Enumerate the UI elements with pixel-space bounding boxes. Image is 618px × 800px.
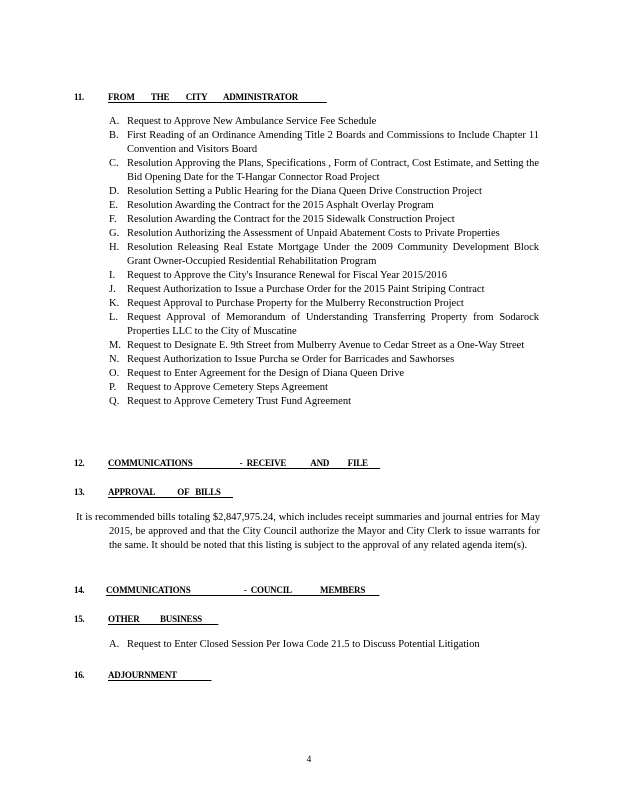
agenda-item — [109, 213, 539, 227]
section-number: 16. — [74, 670, 85, 680]
agenda-item — [109, 269, 539, 283]
section-number: 12. — [74, 458, 85, 468]
section-number: 15. — [74, 614, 85, 624]
agenda-item-letter: M. — [109, 340, 121, 351]
agenda-item-text: Request to Approve Cemetery Steps Agreement — [127, 382, 328, 393]
agenda-item-text: Request to Approve the City's Insurance Renewal for Fiscal Year 2015/2016 — [127, 270, 448, 281]
agenda-item-text: Request to Approve Cemetery Trust Fund Agreement — [127, 396, 351, 407]
agenda-item — [109, 381, 539, 395]
agenda-item-letter: D. — [109, 186, 120, 197]
section-title: OTHER BUSINESS — [108, 614, 219, 624]
agenda-item-letter: A. — [109, 639, 120, 650]
page-number: 4 — [306, 754, 312, 764]
agenda-item-letter: F. — [109, 214, 117, 225]
agenda-item — [109, 241, 539, 269]
agenda-item-text: Request to Approve New Ambulance Service Fee Schedule — [127, 116, 377, 127]
agenda-item-letter: P. — [109, 382, 117, 393]
agenda-item — [109, 367, 539, 381]
agenda-item-text: Request Approval to Purchase Property for the Mulberry Reconstruction Project — [127, 298, 464, 309]
bills-paragraph-text: It is recommended bills totaling $2,847,975.24, which includes receipt summaries and journal entries for May 2015, be approved and that the City Council authorize the Mayor and City Clerk to issue warrants for the same. It should be noted that this listing is subject to the approval of any related agenda item(s). — [76, 512, 540, 551]
agenda-item — [109, 311, 539, 339]
agenda-item-letter: C. — [109, 158, 119, 169]
agenda-item-letter: G. — [109, 228, 120, 239]
agenda-item — [109, 227, 539, 241]
agenda-item — [109, 297, 539, 311]
agenda-item-text: Request to Designate E. 9th Street from Mulberry Avenue to Cedar Street as a One-Way Street — [127, 340, 525, 351]
agenda-item-text: Request Authorization to Issue a Purchase Order for the 2015 Paint Striping Contract — [127, 284, 485, 295]
agenda-item-text: Request to Enter Closed Session Per Iowa Code 21.5 to Discuss Potential Litigation — [127, 639, 480, 650]
agenda-item-text: Resolution Awarding the Contract for the 2015 Asphalt Overlay Program — [127, 200, 434, 211]
agenda-item-letter: A. — [109, 116, 120, 127]
agenda-item — [109, 395, 539, 409]
agenda-item — [109, 339, 539, 353]
city-administrator-item-list — [109, 115, 539, 409]
agenda-item-text: Resolution Releasing Real Estate Mortgage Under the 2009 Community Development Block Grant Owner-Occupied Residential Rehabilitation Program — [127, 242, 539, 267]
agenda-item-text: Resolution Authorizing the Assessment of Unpaid Abatement Costs to Private Properties — [127, 228, 500, 239]
agenda-item-text: Request to Enter Agreement for the Design of Diana Queen Drive — [127, 368, 404, 379]
agenda-item-letter: L. — [109, 312, 119, 323]
section-title: COMMUNICATIONS - COUNCIL MEMBERS — [106, 585, 380, 595]
agenda-item-text: Request Approval of Memorandum of Understanding Transferring Property from Sodarock Properties LLC to the City of Muscatine — [127, 312, 539, 337]
agenda-item-text: Request Authorization to Issue Purcha se Order for Barricades and Sawhorses — [127, 354, 455, 365]
agenda-item — [109, 115, 539, 129]
agenda-item-letter: O. — [109, 368, 120, 379]
section-number: 13. — [74, 487, 85, 497]
agenda-item-letter: B. — [109, 130, 119, 141]
agenda-item — [109, 157, 539, 185]
agenda-item-letter: E. — [109, 200, 119, 211]
agenda-item-text: First Reading of an Ordinance Amending Title 2 Boards and Commissions to Include Chapter 11 Convention and Visitors Board — [127, 130, 539, 155]
agenda-item — [109, 185, 539, 199]
agenda-item — [109, 638, 539, 652]
other-business-item-list — [109, 638, 539, 652]
agenda-item-letter: H. — [109, 242, 120, 253]
agenda-item — [109, 199, 539, 213]
agenda-item-letter: K. — [109, 298, 120, 309]
agenda-item-text: Resolution Setting a Public Hearing for the Diana Queen Drive Construction Project — [127, 186, 482, 197]
agenda-item — [109, 353, 539, 367]
section-title: FROM THE CITY ADMINISTRATOR — [108, 92, 327, 102]
section-number: 11. — [74, 92, 84, 102]
agenda-item-text: Resolution Approving the Plans, Specifications , Form of Contract, Cost Estimate, and Setting the Bid Opening Date for the T-Hangar Connector Road Project — [127, 158, 539, 183]
agenda-item-letter: N. — [109, 354, 120, 365]
agenda-item — [109, 129, 539, 157]
agenda-item-letter: J. — [109, 284, 116, 295]
section-title: APPROVAL OF BILLS — [108, 487, 234, 497]
bills-paragraph — [76, 511, 540, 553]
section-number: 14. — [74, 585, 85, 595]
agenda-item — [109, 283, 539, 297]
agenda-item-text: Resolution Awarding the Contract for the 2015 Sidewalk Construction Project — [127, 214, 455, 225]
agenda-item-letter: I. — [109, 270, 116, 281]
section-title: COMMUNICATIONS - RECEIVE AND FILE — [108, 458, 381, 468]
section-title: ADJOURNMENT — [108, 670, 212, 680]
agenda-item-letter: Q. — [109, 396, 120, 407]
